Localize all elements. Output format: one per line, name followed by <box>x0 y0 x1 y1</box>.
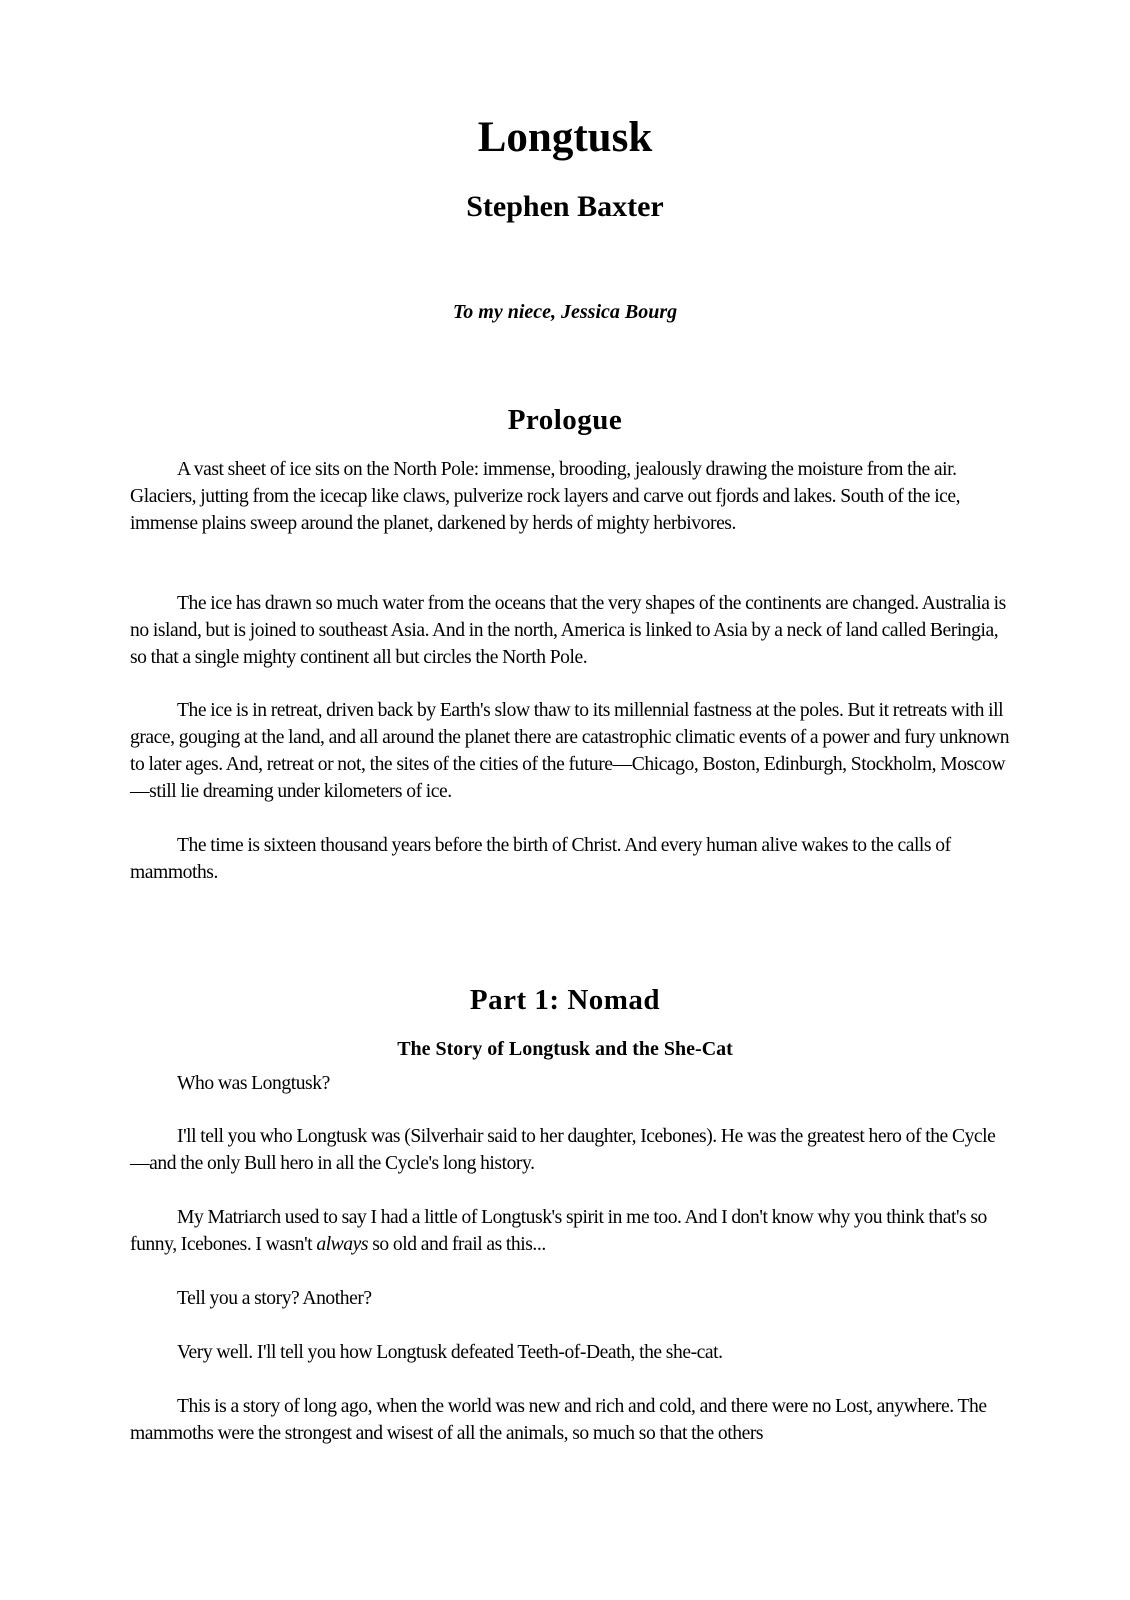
story-paragraph: I'll tell you who Longtusk was (Silverhair said to her daughter, Icebones). He was the greatest hero of the Cycle—and the only Bull hero in all the Cycle's long history. <box>130 1126 996 1174</box>
story-paragraph: Who was Longtusk? <box>177 1073 330 1094</box>
book-title: Longtusk <box>477 114 653 161</box>
story-text: so old and frail as this... <box>368 1234 546 1255</box>
dedication: To my niece, Jessica Bourg <box>452 301 678 323</box>
prologue-paragraph: The time is sixteen thousand years before the birth of Christ. And every human alive wakes to the calls of mammoths. <box>130 835 951 883</box>
story-paragraph <box>130 1204 1010 1258</box>
prologue-heading: Prologue <box>507 404 623 436</box>
story-paragraph: Tell you a story? Another? <box>177 1288 372 1309</box>
emphasized-word: always <box>316 1234 369 1255</box>
story-paragraph: Very well. I'll tell you how Longtusk defeated Teeth-of-Death, the she-cat. <box>177 1342 723 1363</box>
story-title: The Story of Longtusk and the She-Cat <box>397 1038 733 1060</box>
story-text: My Matriarch used to say I had a little of Longtusk's spirit in me too. And I don't know why you think that's so funny, Icebones. I wasn't <box>130 1207 987 1255</box>
book-author: Stephen Baxter <box>466 190 664 223</box>
prologue-paragraph: A vast sheet of ice sits on the North Pole: immense, brooding, jealously drawing the moisture from the air. Glaciers, jutting from the icecap like claws, pulverize rock layers and carve out fjords and lakes. South of the ice, immense plains sweep around the planet, darkened by herds of mighty herbivores. <box>130 459 961 534</box>
prologue-paragraph: The ice is in retreat, driven back by Earth's slow thaw to its millennial fastness at the poles. But it retreats with ill grace, gouging at the land, and all around the planet there are catastrophic climatic events of a power and fury unknown to later ages. And, retreat or not, the sites of the cities of the future—Chicago, Boston, Edinburgh, Stockholm, Moscow—still lie dreaming under kilometers of ice. <box>130 700 1010 802</box>
story-paragraph: This is a story of long ago, when the world was new and rich and cold, and there were no Lost, anywhere. The mammoths were the strongest and wisest of all the animals, so much so that the others <box>130 1396 987 1444</box>
part-heading: Part 1: Nomad <box>469 984 661 1016</box>
prologue-paragraph: The ice has drawn so much water from the oceans that the very shapes of the continents are changed. Australia is no island, but is joined to southeast Asia. And in the north, America is linked to Asia by a neck of land called Beringia, so that a single mighty continent all but circles the North Pole. <box>130 593 1006 668</box>
